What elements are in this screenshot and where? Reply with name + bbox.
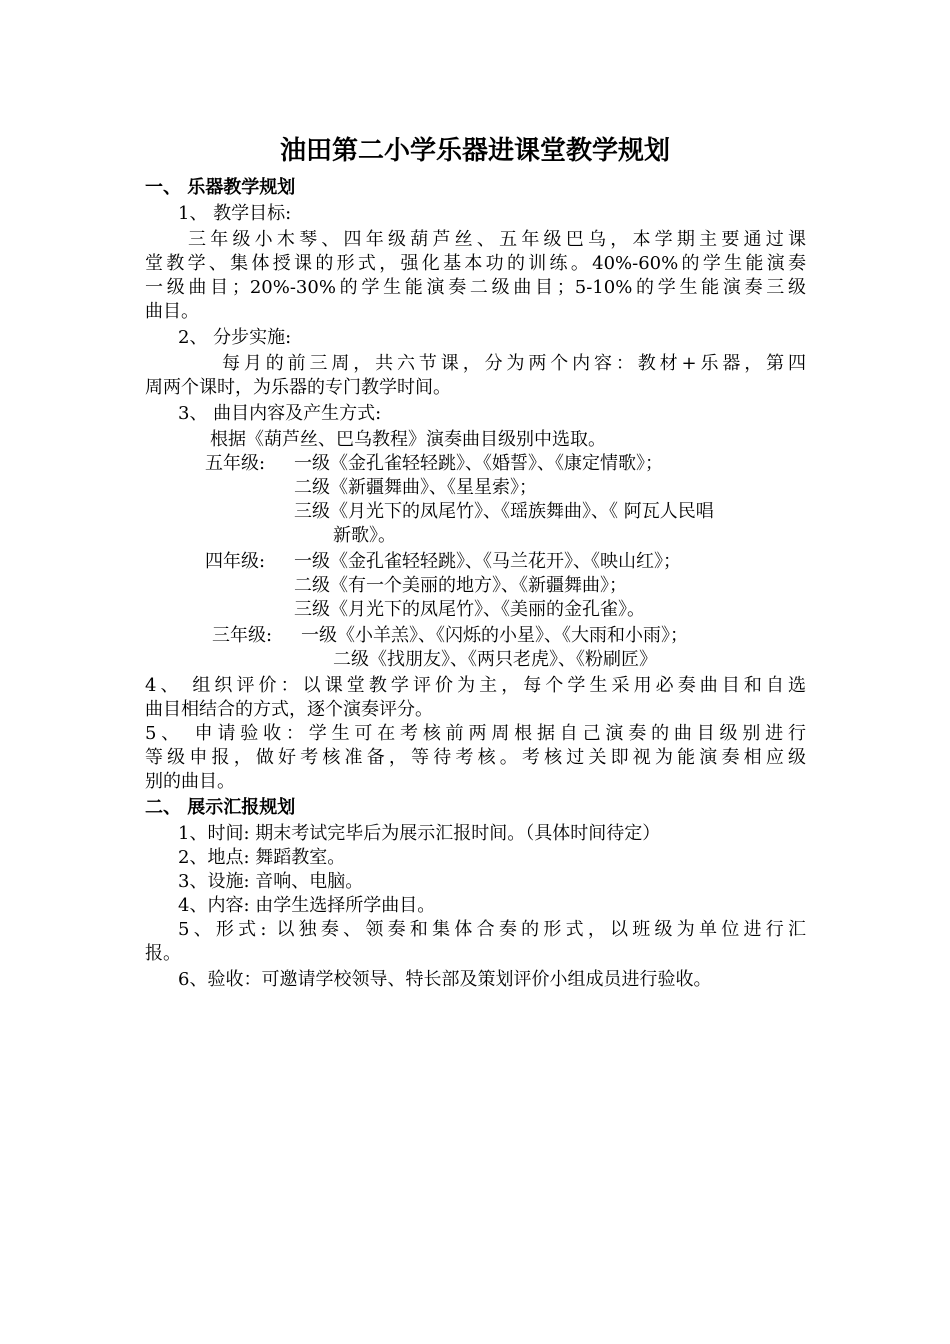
- grade4-level2: 二级《有一个美丽的地方》、《新疆舞曲》；: [294, 575, 627, 596]
- item1-label: 1、 教学目标:: [178, 203, 292, 224]
- section2-item: 4、内容: 由学生选择所学曲目。: [178, 895, 436, 916]
- section2-item: 5、形式: 以独奏、领奏和集体合奏的形式，以班级为单位进行汇: [178, 919, 806, 940]
- paragraph-line: 曲目。: [145, 301, 199, 322]
- grade3-label: 三年级:: [212, 625, 273, 646]
- grade3-level2: 二级《找朋友》、《两只老虎》、《粉刷匠》: [333, 649, 657, 670]
- paragraph-line: 堂教学、集体授课的形式，强化基本功的训练。40%-60%的学生能演奏: [145, 253, 806, 274]
- item4-line: 曲目相结合的方式，逐个演奏评分。: [145, 699, 433, 720]
- paragraph-line: 周两个课时，为乐器的专门教学时间。: [145, 377, 451, 398]
- document-title: 油田第二小学乐器进课堂教学规划: [279, 136, 670, 166]
- item4-line: 4、 组织评价：以课堂教学评价为主，每个学生采用必奏曲目和自选: [145, 675, 806, 696]
- section1-heading: 一、 乐器教学规划: [145, 177, 296, 198]
- grade5-level3: 三级《月光下的凤尾竹》、《瑶族舞曲》、《 阿瓦人民唱: [294, 501, 714, 522]
- grade5-level1: 一级《金孔雀轻轻跳》、《婚誓》、《康定情歌》；: [294, 453, 663, 474]
- section2-item: 2、地点: 舞蹈教室。: [178, 847, 346, 868]
- grade5-label: 五年级:: [205, 453, 266, 474]
- item3-intro: 根据《葫芦丝、巴乌教程》演奏曲目级别中选取。: [210, 429, 606, 450]
- section2-item: 6、验收：可邀请学校领导、特长部及策划评价小组成员进行验收。: [178, 969, 712, 990]
- grade4-label: 四年级:: [205, 551, 266, 572]
- grade4-level1: 一级《金孔雀轻轻跳》、《马兰花开》、《映山红》；: [294, 551, 681, 572]
- item2-label: 2、 分步实施:: [178, 327, 292, 348]
- paragraph-line: 三年级小木琴、四年级葫芦丝、五年级巴乌，本学期主要通过课: [188, 229, 806, 250]
- paragraph-line: 一级曲目；20%-30%的学生能演奏二级曲目；5-10%的学生能演奏三级: [145, 277, 806, 298]
- item5-line: 5、 申请验收：学生可在考核前两周根据自己演奏的曲目级别进行: [145, 723, 806, 744]
- section2-heading: 二、 展示汇报规划: [145, 797, 296, 818]
- item5-line: 等级申报，做好考核准备，等待考核。考核过关即视为能演奏相应级: [145, 747, 806, 768]
- grade4-level3: 三级《月光下的凤尾竹》、《美丽的金孔雀》。: [294, 599, 645, 620]
- grade5-level3-cont: 新歌》。: [333, 525, 396, 546]
- grade5-level2: 二级《新疆舞曲》、《星星索》；: [294, 477, 537, 498]
- section2-item: 报。: [145, 943, 181, 964]
- section2-item: 3、设施: 音响、电脑。: [178, 871, 364, 892]
- item3-label: 3、 曲目内容及产生方式:: [178, 403, 382, 424]
- item5-line: 别的曲目。: [145, 771, 235, 792]
- grade3-level1: 一级《小羊羔》、《闪烁的小星》、《大雨和小雨》；: [301, 625, 688, 646]
- paragraph-line: 每月的前三周，共六节课，分为两个内容：教材+乐器，第四: [222, 353, 806, 374]
- section2-item: 1、时间: 期末考试完毕后为展示汇报时间。（具体时间待定）: [178, 823, 661, 844]
